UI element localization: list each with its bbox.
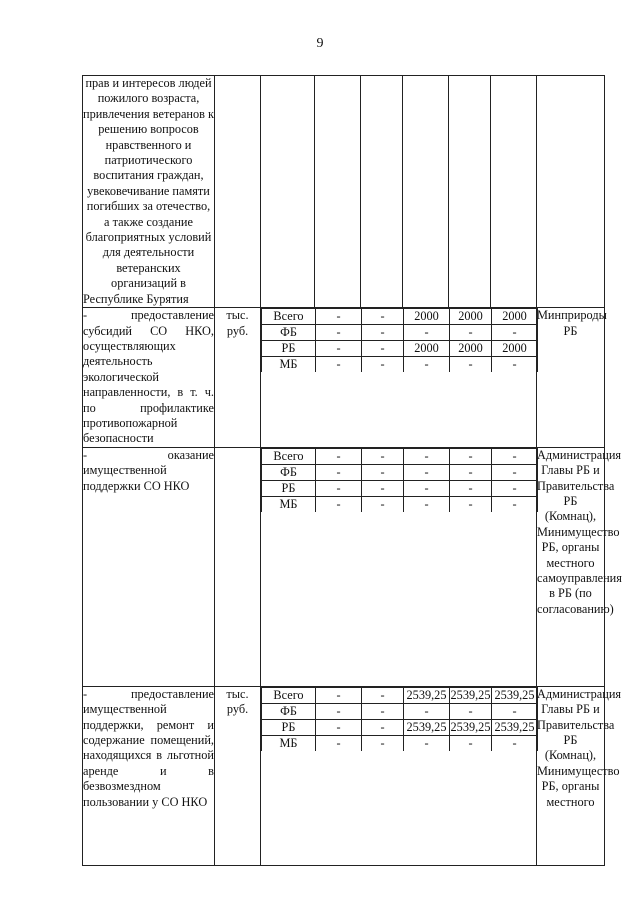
responsible-executor: Администрация Главы РБ и Правительства РБ (Комнац), Минимущество РБ, органы местного [537,686,605,865]
source-label: Всего [262,309,316,325]
value-cell: - [362,480,404,496]
value-cell: - [316,735,362,751]
value-cell: 2539,25 [404,719,450,735]
source-label: Всего [262,448,316,464]
table-row [83,308,605,448]
value-cell: - [316,687,362,703]
value-cell: - [450,735,492,751]
table-row [83,686,605,865]
value-cell: - [362,735,404,751]
page-number: 9 [316,36,324,51]
value-cell: - [362,464,404,480]
value-cell: - [316,496,362,512]
value-cell: - [362,703,404,719]
value-cell: 2000 [450,341,492,357]
source-label: МБ [262,357,316,373]
value-cell: - [362,448,404,464]
value-cell: - [404,325,450,341]
measure-description: - оказание имущественной поддержки СО НКО [83,447,215,686]
value-cell: - [316,341,362,357]
value-cell: - [316,448,362,464]
responsible-executor: Минприроды РБ [537,308,605,448]
value-cell: - [450,464,492,480]
value-cell: 2539,25 [450,687,491,702]
value-cell: 2000 [450,309,492,325]
value-cell: - [404,448,450,464]
source-label: ФБ [262,703,316,719]
value-cell: - [316,703,362,719]
funding-block [261,308,537,448]
value-cell: - [450,357,492,373]
value-cell: - [316,357,362,373]
value-cell: - [492,357,538,373]
value-cell: - [362,687,404,703]
program-table [82,75,622,866]
value-cell: - [492,480,538,496]
value-cell: 2000 [492,341,538,357]
value-cell: 2000 [404,309,450,325]
unit-cell [215,447,261,686]
source-label: Всего [262,687,316,703]
value-cell: - [450,448,492,464]
value-cell: - [316,480,362,496]
value-cell: - [492,325,538,341]
value-cell: - [450,703,492,719]
value-cell: - [362,719,404,735]
source-label: РБ [262,719,316,735]
value-cell: - [316,325,362,341]
value-cell: - [492,496,538,512]
value-cell: - [492,448,538,464]
value-cell: - [404,703,450,719]
value-cell: - [316,719,362,735]
unit-cell: тыс. руб. [215,686,261,865]
value-cell: - [404,496,450,512]
funding-block [261,686,537,865]
value-cell: 2539,25 [492,687,538,703]
value-cell: - [404,480,450,496]
source-label: ФБ [262,464,316,480]
source-label: РБ [262,341,316,357]
unit-cell: тыс. руб. [215,308,261,448]
source-label: МБ [262,735,316,751]
value-cell: - [450,325,492,341]
value-cell: - [316,464,362,480]
value-cell: - [492,464,538,480]
value-cell: - [362,341,404,357]
value-cell: - [362,309,404,325]
value-cell: 2539,25 [492,719,538,735]
source-label: МБ [262,496,316,512]
responsible-executor: Администрация Главы РБ и Правительства РБ (Комнац), Минимущество РБ, органы местного самоуправления в РБ (по согласованию) [537,447,605,686]
table-row [83,76,605,308]
funding-block [261,447,537,686]
value-cell: - [316,309,362,325]
source-label: ФБ [262,325,316,341]
source-label: РБ [262,480,316,496]
value-cell: - [362,325,404,341]
value-cell: - [450,480,492,496]
value-cell: 2539,25 [404,687,450,703]
table-row [83,447,605,686]
measure-description: прав и интересов людей пожилого возраста, привлечения ветеранов к решению вопросов нравственного и патриотического воспитания граждан, увековечивание памяти погибших за отечество, а также создание благоприятных условий для деятельности ветеранских организаций в Республике Бурятия [83,76,214,306]
value-cell: - [450,496,492,512]
value-cell: 2539,25 [450,719,491,734]
value-cell: 2000 [404,341,450,357]
value-cell: - [404,735,450,751]
value-cell: 2000 [492,309,538,325]
value-cell: - [404,464,450,480]
value-cell: - [492,735,538,751]
value-cell: - [492,703,538,719]
measure-description: - предоставление имущественной поддержки, ремонт и содержание помещений, находящихся в льготной аренде и в безвозмездном пользовании у СО НКО [83,686,215,865]
measure-description: - предоставление субсидий СО НКО, осуществляющих деятельность экологической направленности, в т. ч. по профилактике противопожарной безопасности [83,308,214,446]
value-cell: - [362,357,404,373]
value-cell: - [362,496,404,512]
value-cell: - [404,357,450,373]
